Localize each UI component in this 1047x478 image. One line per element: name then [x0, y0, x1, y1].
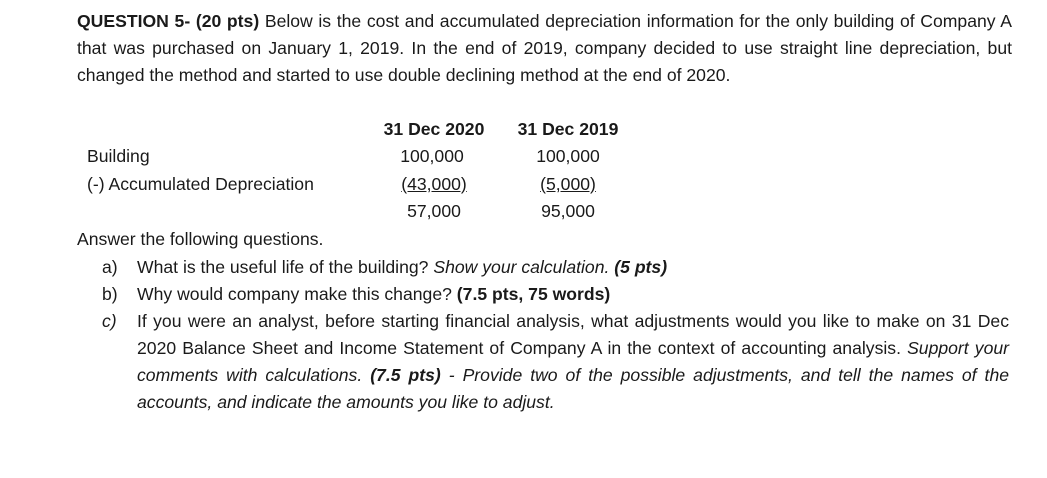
- item-c-instruction: Support your comments with calculations.: [137, 338, 1009, 385]
- item-c-points: (7.5 pts): [370, 365, 441, 385]
- cell-net-2019: 95,000: [541, 201, 595, 221]
- item-b-question: Why would company make this change?: [137, 284, 452, 304]
- question-text: Below is the cost and accumulated depreciation information for the only building of Company A that was purchased on January 1, 2019. In the end of 2019, company decided to use straight line depreciation, but changed the method and started to use double declining method at the end of 2020.: [77, 11, 1012, 85]
- item-b-text: [137, 281, 610, 308]
- item-c-tail: - Provide two of the possible adjustments, and tell the names of the accounts, and indicate the amounts you like to adjust.: [137, 365, 1010, 412]
- item-c-question: If you were an analyst, before starting financial analysis, what adjustments would you like to make on 31 Dec 2020 Balance Sheet and Income Statement of Company A in the context of accounting analysis.: [137, 311, 1009, 358]
- cell-net-2020: 57,000: [407, 201, 461, 221]
- question-label: QUESTION 5- (20 pts): [77, 11, 260, 31]
- cell-building-2019: 100,000: [536, 146, 600, 166]
- item-a-question: What is the useful life of the building?: [137, 257, 429, 277]
- question-item-c: [137, 308, 1009, 416]
- cell-accum-2019-wrap: [508, 173, 628, 195]
- row-label-accumulated-depreciation: (-) Accumulated Depreciation: [87, 174, 314, 194]
- column-header-2019: 31 Dec 2019: [517, 119, 619, 139]
- answers-heading: Answer the following questions.: [77, 229, 324, 249]
- cell-accum-2019: (5,000): [540, 174, 596, 194]
- column-header-2020: 31 Dec 2020: [383, 119, 485, 139]
- item-a-instruction: Show your calculation.: [433, 257, 610, 277]
- question-item-b: [102, 281, 1002, 308]
- row-label-building: Building: [87, 146, 150, 166]
- item-marker: b): [102, 284, 118, 304]
- question-item-c-marker: [102, 308, 132, 335]
- item-b-points: (7.5 pts, 75 words): [456, 284, 611, 304]
- cell-accum-2020: (43,000): [401, 174, 467, 194]
- cell-building-2020: 100,000: [400, 146, 464, 166]
- item-marker: c): [102, 311, 117, 331]
- question-item-a: [102, 254, 1002, 281]
- item-a-text: [137, 254, 667, 281]
- item-a-points: (5 pts): [614, 257, 668, 277]
- cell-accum-2020-wrap: [374, 173, 494, 195]
- item-marker: a): [102, 257, 118, 277]
- question-intro: [77, 8, 1012, 89]
